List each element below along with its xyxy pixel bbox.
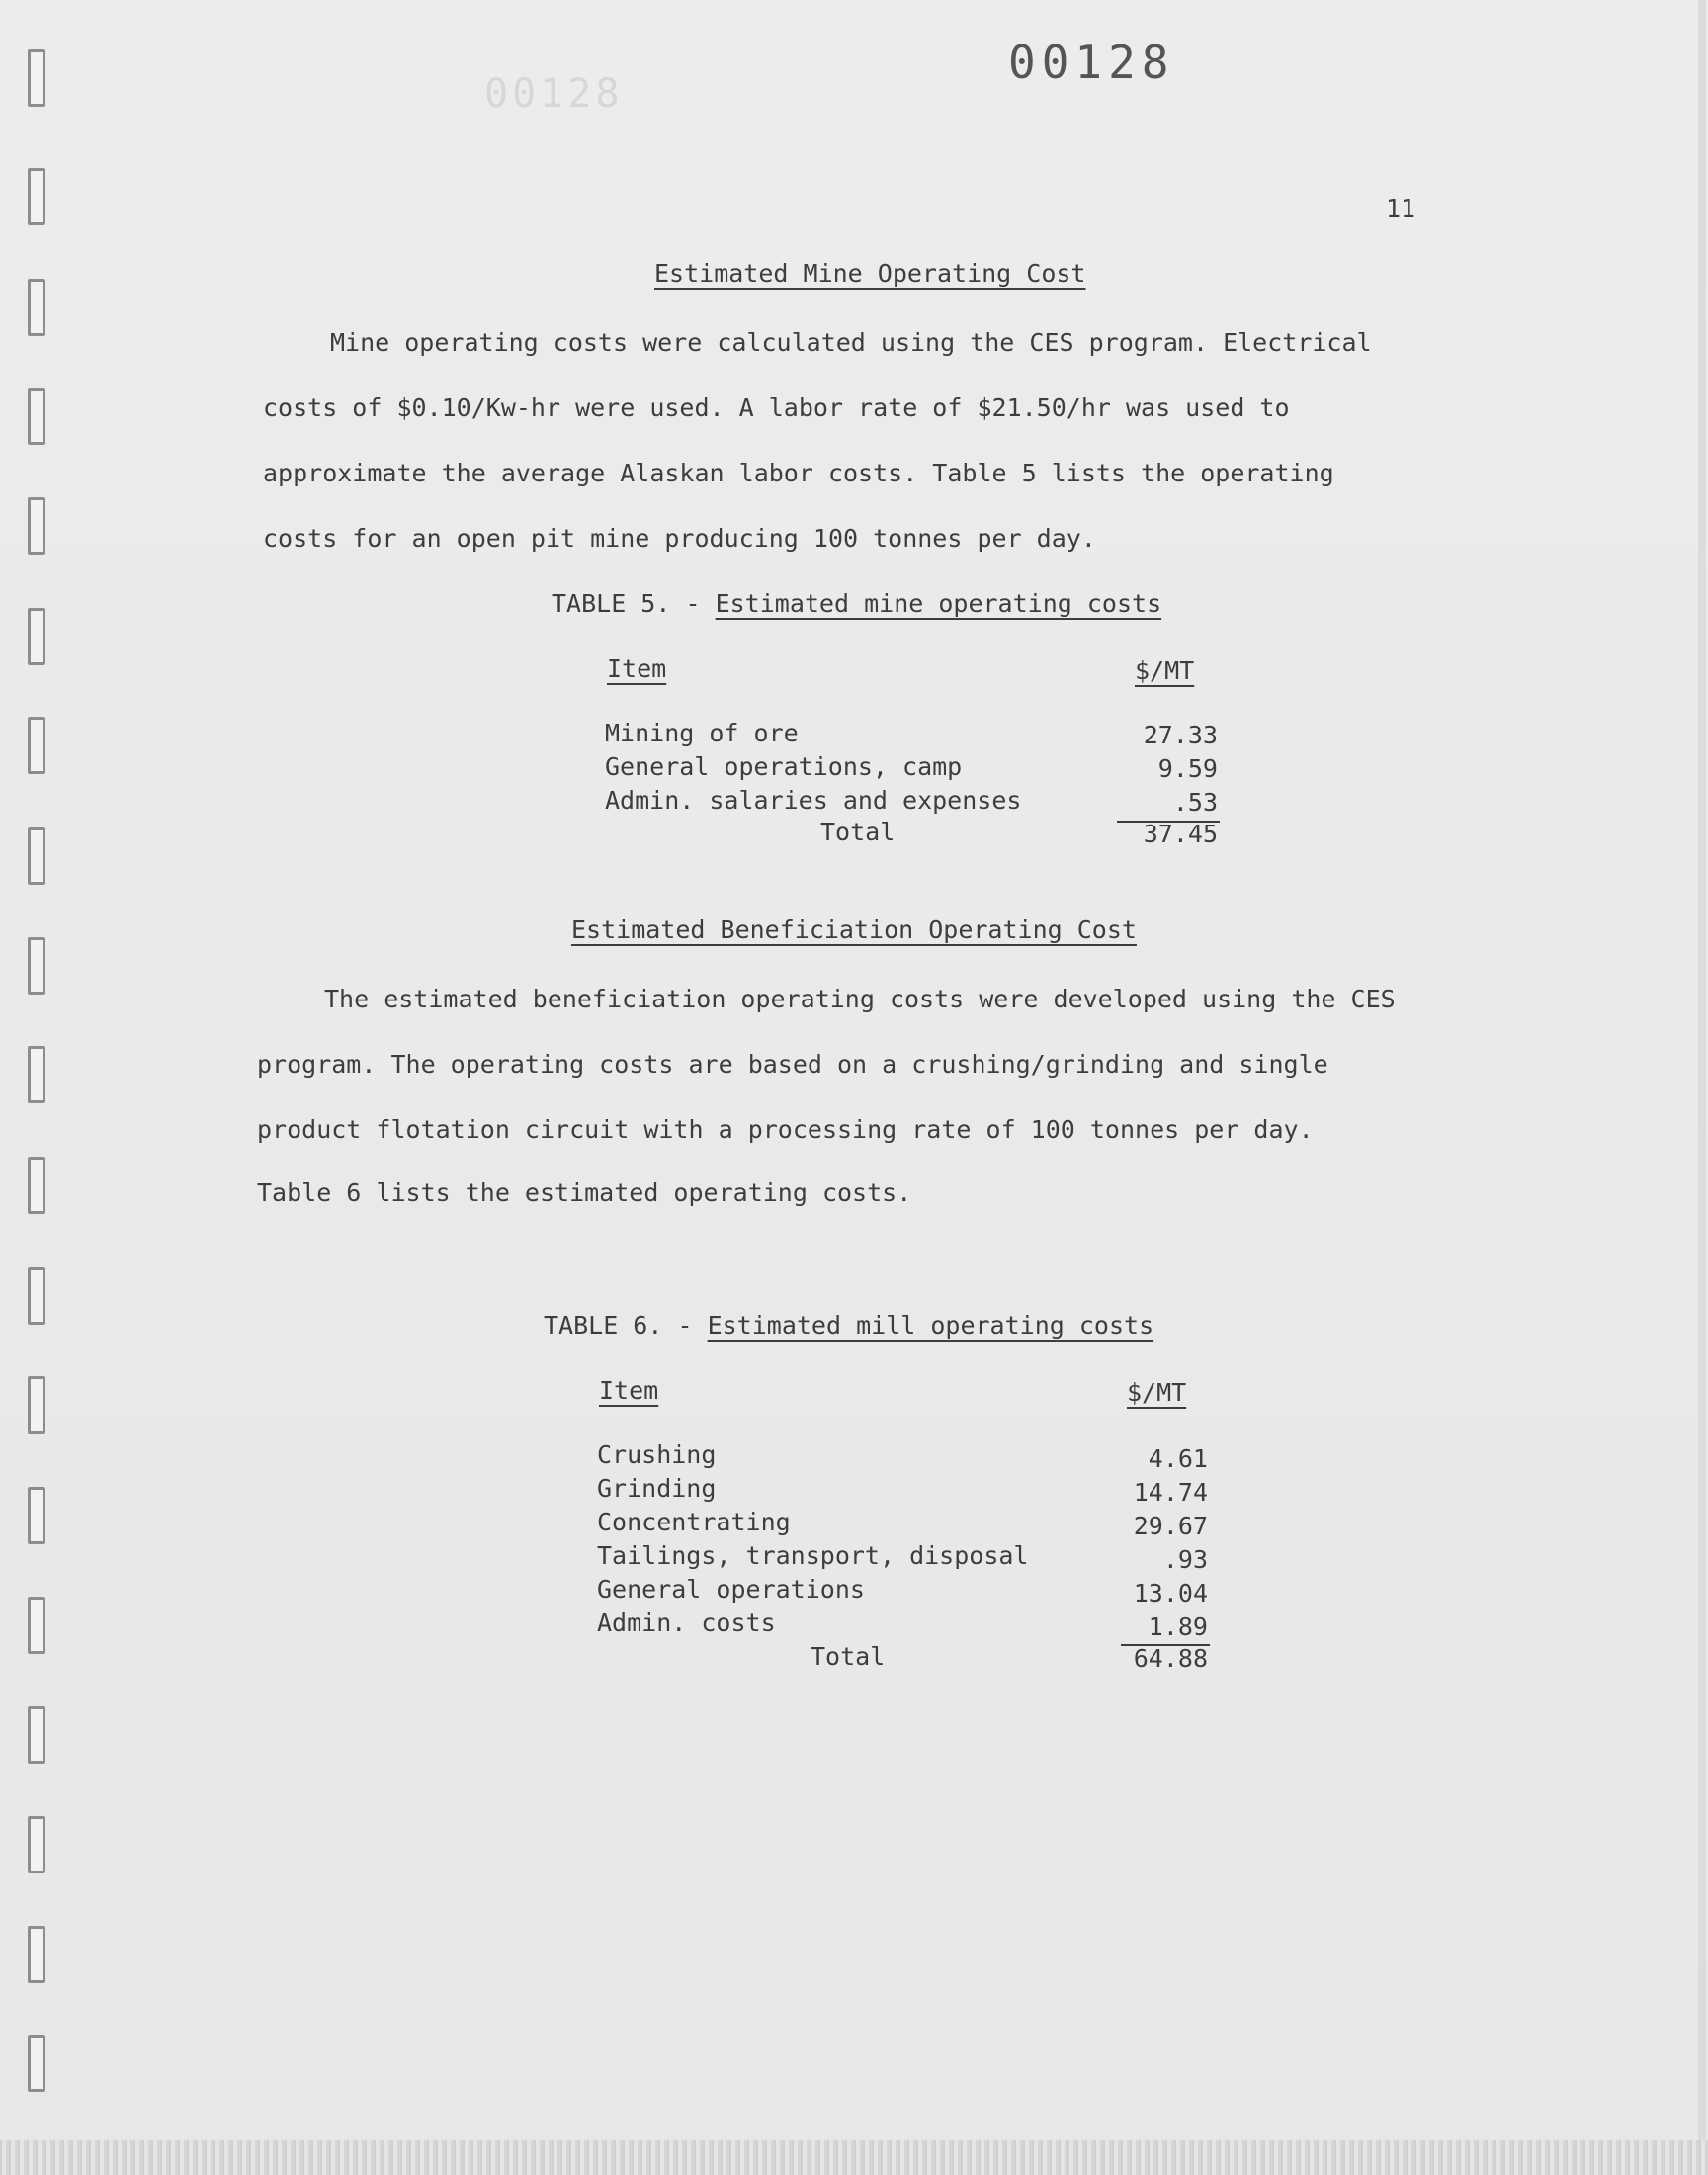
table-6-row-item: Grinding: [597, 1474, 717, 1503]
binder-hole: [28, 1157, 45, 1214]
binder-hole: [28, 1376, 45, 1434]
table-6-prefix: TABLE 6. -: [544, 1311, 708, 1340]
paragraph-line: costs for an open pit mine producing 100 tonnes per day.: [263, 524, 1096, 553]
binder-hole: [28, 827, 45, 885]
table-5-row-item: Mining of ore: [605, 719, 799, 747]
table-6-row-value: .93: [1162, 1545, 1208, 1574]
binder-hole: [28, 2035, 45, 2092]
page-edge: [1698, 0, 1706, 2175]
table-6-row-item: Tailings, transport, disposal: [597, 1541, 1029, 1570]
paragraph-line: program. The operating costs are based on a crushing/grinding and single: [257, 1050, 1328, 1079]
table-6-row-item: General operations: [597, 1575, 865, 1604]
paragraph-line: Mine operating costs were calculated using the CES program. Electrical: [330, 328, 1372, 357]
binder-hole: [28, 937, 45, 995]
table-6-row-value: 13.04: [1133, 1579, 1208, 1608]
binder-hole: [28, 388, 45, 445]
binder-hole: [28, 49, 45, 107]
table-5-row-value: .53: [1172, 788, 1218, 817]
paragraph-line: Table 6 lists the estimated operating costs.: [257, 1178, 912, 1207]
table-6-row-item: Crushing: [597, 1440, 717, 1469]
table-5-row-item: General operations, camp: [605, 752, 963, 781]
binder-hole: [28, 1926, 45, 1983]
binder-holes: [0, 0, 79, 2175]
paragraph-line: product flotation circuit with a processing rate of 100 tonnes per day.: [257, 1115, 1314, 1144]
section-heading-beneficiation: Estimated Beneficiation Operating Cost: [571, 915, 1137, 944]
table-5-prefix: TABLE 5. -: [552, 589, 716, 618]
table-6-row-value: 29.67: [1133, 1512, 1208, 1540]
binder-hole: [28, 497, 45, 555]
document-stamp: 00128: [1008, 36, 1175, 89]
table-6-row-item: Concentrating: [597, 1508, 791, 1536]
table-5-item-header: Item: [607, 654, 667, 683]
table-6-title: Estimated mill operating costs: [707, 1311, 1154, 1340]
table-6-row-value: 1.89: [1148, 1612, 1208, 1641]
binder-hole: [28, 608, 45, 665]
table-5-total-value: 37.45: [1143, 820, 1218, 848]
binder-hole: [28, 168, 45, 225]
table-5-row-value: 9.59: [1157, 754, 1218, 783]
binder-hole: [28, 1046, 45, 1103]
table-6-value-header: $/MT: [1127, 1378, 1187, 1407]
table-6-row-value: 14.74: [1133, 1478, 1208, 1507]
table-5-row-item: Admin. salaries and expenses: [605, 786, 1022, 815]
binder-hole: [28, 1816, 45, 1873]
binder-hole: [28, 1487, 45, 1544]
binder-hole: [28, 1597, 45, 1654]
table-6-total-label: Total: [811, 1642, 886, 1671]
paragraph-line: costs of $0.10/Kw-hr were used. A labor rate of $21.50/hr was used to: [263, 393, 1290, 422]
table-5-row-value: 27.33: [1143, 721, 1218, 749]
binder-hole: [28, 717, 45, 774]
table-5-value-header: $/MT: [1135, 656, 1195, 685]
page-number: 11: [1386, 194, 1416, 222]
faint-stamp: 00128: [484, 71, 624, 117]
table-6-row-item: Admin. costs: [597, 1609, 776, 1637]
table-5-title: Estimated mine operating costs: [715, 589, 1162, 618]
table-6-total-value: 64.88: [1133, 1644, 1208, 1673]
section-heading-mine: Estimated Mine Operating Cost: [654, 259, 1086, 288]
binder-hole: [28, 279, 45, 336]
paragraph-line: approximate the average Alaskan labor costs. Table 5 lists the operating: [263, 459, 1334, 487]
binder-hole: [28, 1706, 45, 1764]
paragraph-line: The estimated beneficiation operating costs were developed using the CES: [324, 985, 1396, 1013]
binder-hole: [28, 1267, 45, 1325]
scan-artifact: [0, 2140, 1708, 2175]
table-5-total-label: Total: [820, 818, 896, 846]
table-6-row-value: 4.61: [1148, 1444, 1208, 1473]
table-6-caption: [544, 1311, 1153, 1340]
table-6-item-header: Item: [599, 1376, 659, 1405]
table-5-caption: [552, 589, 1161, 618]
